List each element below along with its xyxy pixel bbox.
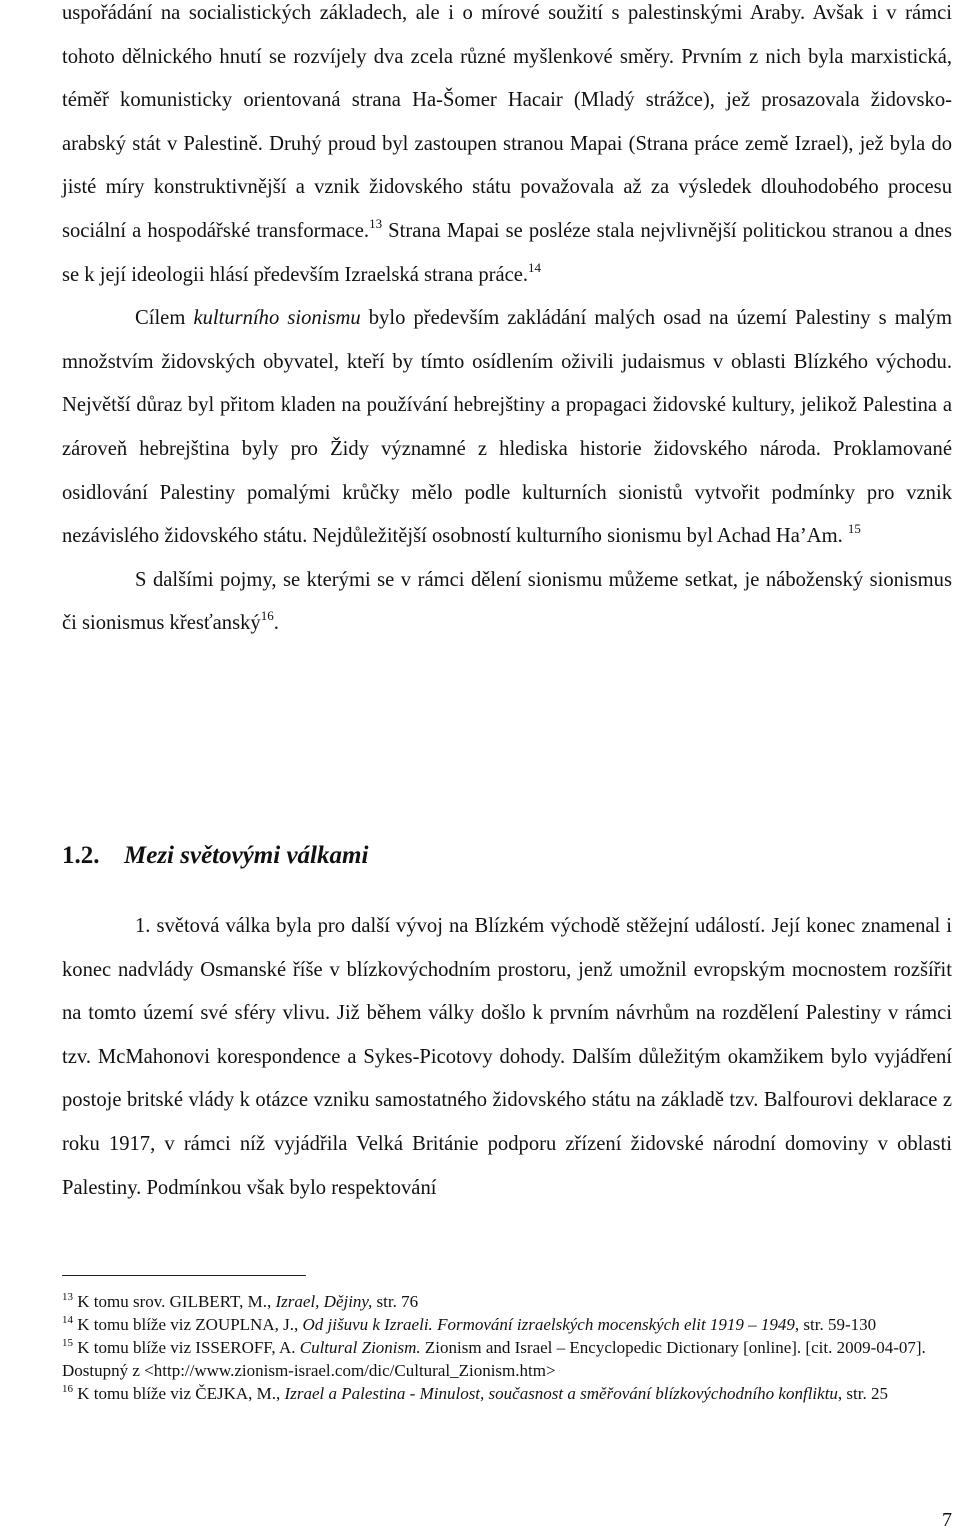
footnote-text: str. 76: [372, 1292, 419, 1311]
footnote-text: , str. 25: [837, 1384, 888, 1403]
footnote-14: [62, 1313, 952, 1336]
paragraph-světová-válka: 1. světová válka byla pro další vývoj na Blízkém východě stěžejní událostí. Její konec znamenal i konec nadvlády Osmanské říše v blízkovýchodním prostoru, jenž umožnil evropským mocnostem rozšířit na tomto území své sféry vlivu. Již během války došlo k prvním návrhům na rozdělení Palestiny v rámci tzv. McMahonovi korespondence a Sykes-Picotovy dohody. Dalším důležitým okamžikem bylo vyjádření postoje britské vlády k otázce vzniku samostatného židovského státu na základě tzv. Balfourovi deklarace z roku 1917, v rámci níž vyjádřila Velká Británie podporu zřízení židovské národní domoviny v oblasti Palestiny. Podmínkou však bylo respektování: [62, 915, 952, 1199]
footnote-number: 14: [62, 1314, 73, 1326]
paragraph-dělnické-hnutí: [62, 0, 952, 297]
footnote-15: [62, 1336, 952, 1382]
paragraph-text: Cílem: [135, 307, 194, 330]
footnote-16: [62, 1382, 952, 1405]
footnote-title: Cultural Zionism.: [299, 1338, 421, 1357]
paragraph-text: Strana Mapai se posléze stala nejvlivnější politickou stranou a dnes se k její ideologii hlásí především Izraelská strana práce.: [62, 219, 952, 286]
section-title: Mezi světovými válkami: [124, 842, 369, 869]
footnote-text: K tomu blíže viz ISSEROFF, A.: [73, 1338, 300, 1357]
footnote-number: 13: [62, 1291, 73, 1303]
paragraph-text: bylo především zakládání malých osad na území Palestiny s malým množstvím židovských obyvatel, kteří by tímto osídlením oživili judaismus v oblasti Blízkého východu. Největší důraz byl přitom kladen na používání hebrejštiny a propagaci židovské kultury, jelikož Palestina a zároveň hebrejština byly pro Židy významné z hlediska historie židovského národa. Proklamované osidlování Palestiny pomalými krůčky mělo podle kulturních sionistů vytvořit podmínky pro vznik nezávislého židovského státu. Nejdůležitější osobností kulturního sionismu byl Achad Ha’Am.: [62, 307, 952, 548]
footnote-title: Izrael, Dějiny,: [275, 1292, 373, 1311]
footnote-title: Od jišuvu k Izraeli.: [302, 1315, 433, 1334]
footnote-ref-13[interactable]: 13: [369, 215, 383, 231]
footnote-number: 16: [62, 1383, 73, 1395]
paragraph-text: S dalšími pojmy, se kterými se v rámci dělení sionismu můžeme setkat, je náboženský sionismus či sionismus křesťanský: [62, 568, 952, 635]
section-number: 1.2.: [62, 842, 100, 869]
paragraph-text: uspořádání na socialistických základech, ale i o mírové soužití s palestinskými Araby. Avšak i v rámci tohoto dělnického hnutí se rozvíjely dva zcela různé myšlenkové směry. Prvním z nich byla marxistická, téměř komunisticky orientovaná strana Ha-Šomer Hacair (Mladý strážce), jež prosazovala židovsko-arabský stát v Palestině. Druhý proud byl zastoupen stranou Mapai (Strana práce země Izrael), jež byla do jisté míry konstruktivnější a vznik židovského státu považovala až za výsledek dlouhodobého procesu sociální a hospodářské transformace.: [62, 2, 952, 242]
footnote-subtitle: Formování izraelských mocenských elit 1919 – 1949: [432, 1315, 795, 1334]
footnote-ref-14[interactable]: 14: [528, 259, 542, 275]
page-number: 7: [942, 1509, 952, 1531]
section-heading: [62, 842, 368, 870]
paragraph-další-pojmy: [62, 559, 952, 646]
footnote-separator: [62, 1275, 306, 1276]
paragraph-kulturní-sionismus: [62, 297, 952, 559]
emphasis-term: kulturního sionismu: [193, 307, 361, 330]
footnote-text: K tomu blíže viz ZOUPLNA, J.,: [73, 1315, 303, 1334]
footnote-text: K tomu blíže viz ČEJKA, M.,: [73, 1384, 285, 1403]
footnote-text: Zionism and Israel – Encyclopedic Dictionary [online]. [cit. 2009-04-07]. Dostupný z <http://www.zionism-israel.com/dic/Cultural_Zionism.htm>: [62, 1338, 926, 1380]
footnote-ref-16[interactable]: 16: [260, 608, 274, 624]
footnotes: [62, 1290, 952, 1405]
footnote-text: , str. 59-130: [794, 1315, 877, 1334]
footnote-title: Izrael a Palestina - Minulost, současnost a směřování blízkovýchodního konfliktu: [284, 1384, 838, 1403]
footnote-text: K tomu srov. GILBERT, M.,: [73, 1292, 276, 1311]
footnote-13: [62, 1290, 952, 1313]
section-body: [62, 905, 952, 1210]
footnote-number: 15: [62, 1337, 73, 1349]
paragraph-text: .: [273, 612, 279, 635]
footnote-ref-15[interactable]: 15: [847, 521, 861, 537]
document-page: [62, 0, 952, 1403]
